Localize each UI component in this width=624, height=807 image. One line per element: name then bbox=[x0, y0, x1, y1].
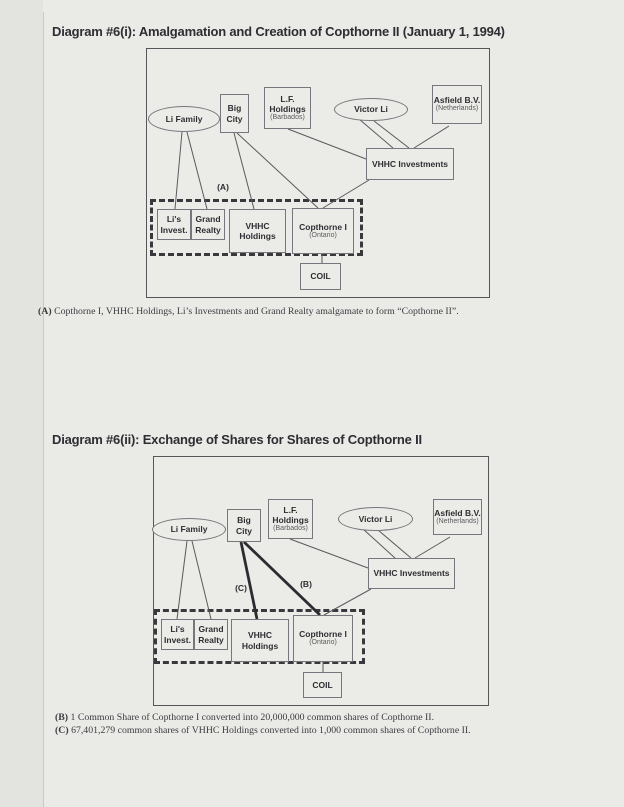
scan-edge-strip bbox=[0, 0, 43, 807]
node-label: Asfield B.V. bbox=[433, 95, 481, 106]
edge-lifamily-lisinvest bbox=[175, 132, 182, 209]
footnote-c-text: 67,401,279 common shares of VHHC Holdings converted into 1,000 common shares of Copthorne II. bbox=[71, 725, 471, 736]
node-sublabel: (Netherlands) bbox=[436, 517, 479, 525]
edge-asfield-vhhcinvestments bbox=[415, 537, 450, 558]
node-copthorne-i bbox=[292, 208, 354, 254]
node-sublabel: (Ontario) bbox=[309, 639, 337, 647]
edge-lifamily-grandrealty bbox=[187, 132, 207, 209]
node-label: Copthorne I bbox=[299, 629, 347, 640]
node-lf-holdings bbox=[268, 499, 313, 539]
node-label: VHHC Holdings bbox=[239, 220, 276, 241]
node-victor-li bbox=[338, 507, 413, 531]
node-li-family bbox=[148, 106, 220, 132]
node-label: VHHC Investments bbox=[373, 568, 450, 579]
node-label: Li's Invest. bbox=[160, 214, 188, 235]
footnote-b-text: 1 Common Share of Copthorne I converted into 20,000,000 common shares of Copthorne II. bbox=[70, 712, 435, 723]
node-label: Victor Li bbox=[358, 513, 393, 524]
edge-lifamily-lisinvest bbox=[177, 541, 187, 619]
diagram1-title: Diagram #6(i): Amalgamation and Creation of Copthorne II (January 1, 1994) bbox=[52, 24, 505, 39]
edge-lfholdings-vhhcinvestments bbox=[288, 129, 366, 159]
node-label: L.F. Holdings bbox=[272, 504, 309, 525]
node-vhhc-holdings bbox=[231, 619, 289, 662]
node-grand-realty bbox=[191, 209, 225, 240]
node-vhhc-investments bbox=[366, 148, 454, 180]
node-li-family bbox=[152, 518, 226, 541]
edge-lifamily-grandrealty bbox=[192, 541, 211, 619]
scan-edge-line bbox=[43, 12, 44, 807]
node-label: Big City bbox=[226, 103, 243, 124]
node-asfield-bv bbox=[433, 499, 482, 535]
edge-vhhcinvestments-copthorne bbox=[324, 589, 371, 615]
node-sublabel: (Netherlands) bbox=[435, 105, 479, 113]
edge-bigcity-vhhcholdings bbox=[234, 133, 254, 209]
edge-label-a: (A) bbox=[217, 182, 229, 192]
node-label: Grand Realty bbox=[198, 624, 224, 645]
node-label: Copthorne I bbox=[299, 221, 347, 232]
node-sublabel: (Barbados) bbox=[273, 524, 308, 532]
node-lf-holdings bbox=[264, 87, 311, 129]
footnote-a-text: Copthorne I, VHHC Holdings, Li’s Investments and Grand Realty amalgamate to form “Copthorne II”. bbox=[54, 306, 459, 317]
node-label: Victor Li bbox=[354, 104, 388, 115]
node-label: Li's Invest. bbox=[164, 624, 191, 645]
node-label: Big City bbox=[235, 515, 253, 536]
node-label: COIL bbox=[310, 271, 331, 282]
edge-victorli-vhhcinvestments-2 bbox=[374, 121, 409, 148]
node-vhhc-holdings bbox=[229, 209, 286, 253]
node-label: Grand Realty bbox=[195, 214, 221, 235]
diagram2-title: Diagram #6(ii): Exchange of Shares for Shares of Copthorne II bbox=[52, 432, 422, 447]
footnote-b bbox=[55, 712, 434, 725]
node-big-city bbox=[227, 509, 261, 542]
diagram1-frame bbox=[146, 48, 490, 298]
node-label: VHHC Investments bbox=[371, 158, 449, 169]
node-copthorne-i bbox=[293, 615, 353, 662]
edge-label-b: (B) bbox=[300, 579, 312, 589]
edge-label-c: (C) bbox=[235, 583, 247, 593]
edge-vhhcinvestments-copthorne bbox=[323, 180, 369, 208]
node-label: Li Family bbox=[165, 113, 203, 124]
node-coil bbox=[303, 672, 342, 698]
node-big-city bbox=[220, 94, 249, 133]
node-vhhc-investments bbox=[368, 558, 455, 589]
diagram2-frame bbox=[153, 456, 489, 706]
footnote-a bbox=[38, 306, 459, 319]
edge-asfield-vhhcinvestments bbox=[414, 126, 449, 148]
edge-victorli-vhhcinvestments-1 bbox=[359, 119, 393, 148]
edge-lfholdings-vhhcinvestments bbox=[290, 539, 368, 568]
node-label: Asfield B.V. bbox=[434, 507, 481, 518]
node-coil bbox=[300, 263, 341, 290]
footnote-c-prefix: (C) bbox=[55, 725, 69, 736]
node-label: Li Family bbox=[170, 524, 208, 535]
footnote-c bbox=[55, 725, 471, 738]
node-lis-invest bbox=[161, 619, 194, 650]
node-sublabel: (Barbados) bbox=[270, 113, 305, 121]
node-grand-realty bbox=[194, 619, 228, 650]
node-asfield-bv bbox=[432, 85, 482, 124]
edge-victorli-vhhcinvestments-1 bbox=[363, 529, 395, 558]
node-lis-invest bbox=[157, 209, 191, 240]
node-label: VHHC Holdings bbox=[241, 630, 279, 651]
node-label: COIL bbox=[312, 679, 333, 690]
edge-victorli-vhhcinvestments-2 bbox=[378, 530, 411, 558]
node-sublabel: (Ontario) bbox=[309, 231, 337, 239]
footnote-a-prefix: (A) bbox=[38, 306, 52, 317]
footnote-b-prefix: (B) bbox=[55, 712, 69, 723]
node-label: L.F. Holdings bbox=[269, 93, 306, 114]
node-victor-li bbox=[334, 98, 408, 121]
edge-bigcity-copthorne bbox=[237, 133, 318, 208]
